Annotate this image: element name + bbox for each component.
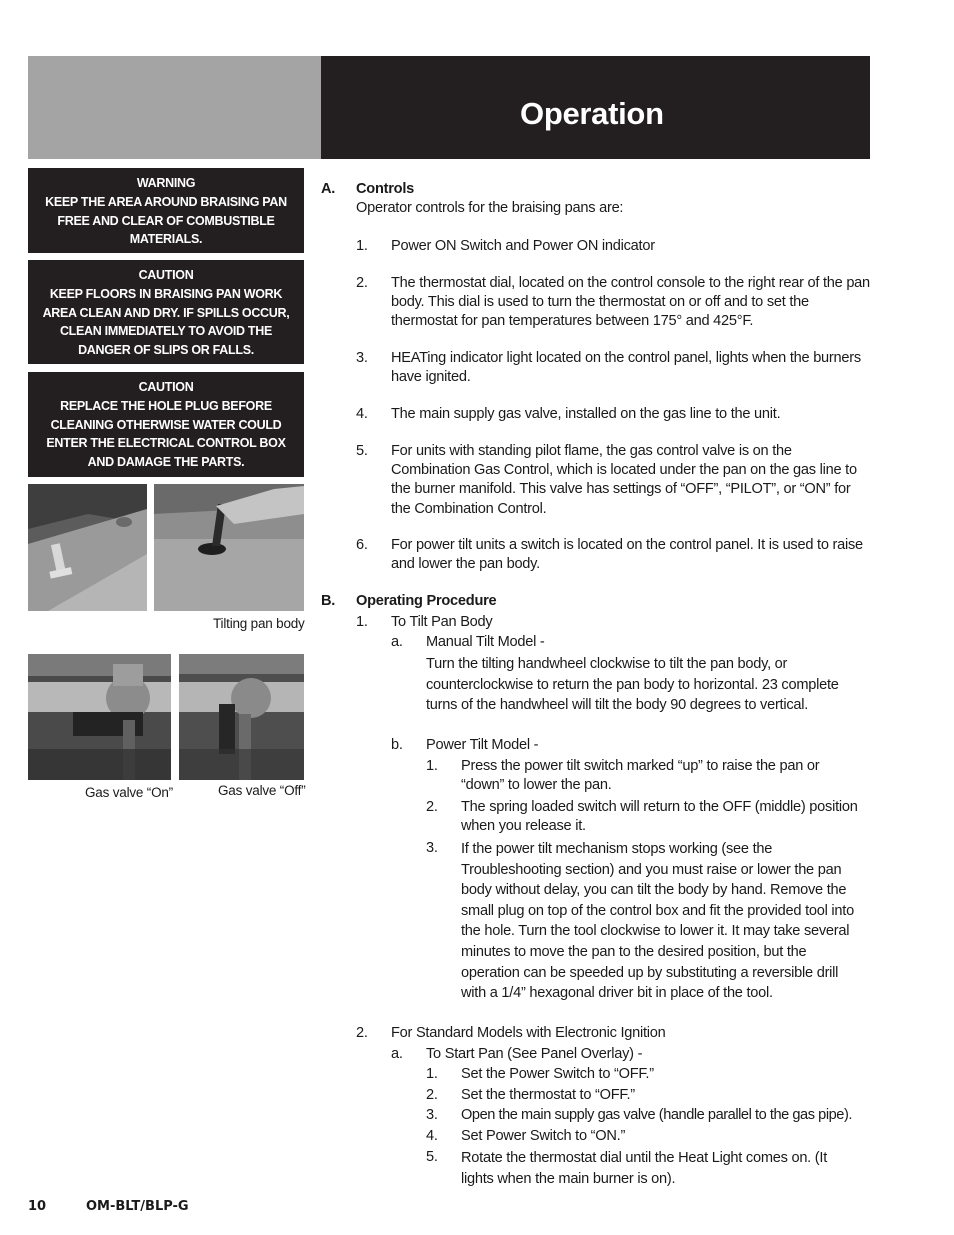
step-number: 3. [426,840,438,856]
power-tilt-step: Press the power tilt switch marked “up” to raise the pan or “down” to lower the pan. [461,758,820,794]
section-a-intro: Operator controls for the braising pans are: [356,200,624,216]
sub-letter: b. [391,737,403,753]
section-a-title: Controls [356,181,414,197]
start-pan-step: Open the main supply gas valve (handle parallel to the gas pipe). [461,1107,852,1123]
notice-body: KEEP FLOORS IN BRAISING PAN WORK AREA CLEAN AND DRY. IF SPILLS OCCUR, CLEAN IMMEDIATELY TO AVOID THE DANGER OF SLIPS OR FALLS. [42,286,290,358]
sub-title: Manual Tilt Model - [426,634,545,650]
list-number: 1. [356,614,368,630]
step-number: 1. [426,758,438,774]
caption-tilting: Tilting pan body [213,616,305,631]
list-number: 5. [356,443,368,459]
controls-item: Power ON Switch and Power ON indicator [391,238,655,254]
list-number: 4. [356,406,368,422]
power-tilt-step: If the power tilt mechanism stops working (see the Troubleshooting section) and you must raise or lower the pan body without delay, you can tilt the body by hand. Remove the small plug on top of the control box and fit the provided tool into the hole. Turn the tool clockwise to lower it. It may take several minutes to move the pan to the desired position, but the operation can be speeded up by substituting a reversible drill with a 1/4” hexagonal driver bit in place of the tool. [461,841,854,1002]
start-pan-step: Rotate the thermostat dial until the Heat Light comes on. (It lights when the main burner is on). [461,1150,828,1187]
warning-box [28,168,304,253]
manual-tilt-text: Turn the tilting handwheel clockwise to tilt the pan body, or counterclockwise to return the pan body to horizontal. 23 complete turns of the handwheel will tilt the body 90 degrees to vertical. [426,656,839,714]
list-number: 2. [356,1025,368,1041]
caption-gas-valve-on: Gas valve “On” [85,785,173,800]
list-number: 6. [356,537,368,553]
list-number: 2. [356,275,368,291]
caution-box-hole-plug [28,372,304,477]
controls-item: The thermostat dial, located on the control console to the right rear of the pan body. This dial is used to turn the thermostat on or off and to set the thermostat for pan temperatures between 175° and 425°F. [391,275,870,330]
notice-body: KEEP THE AREA AROUND BRAISING PAN FREE AND CLEAR OF COMBUSTIBLE MATERIALS. [45,194,287,247]
caution-box-floors [28,260,304,364]
notice-heading: CAUTION [138,380,194,394]
gas-valve-on-photo [28,654,171,780]
start-pan-step: Set the Power Switch to “OFF.” [461,1066,654,1082]
step-number: 1. [426,1066,438,1082]
step-number: 4. [426,1128,438,1144]
header-bar [321,56,870,159]
section-b-title: Operating Procedure [356,593,497,609]
step-number: 3. [426,1107,438,1123]
section-b-label: B. [321,593,336,609]
caption-gas-valve-off: Gas valve “Off” [218,783,306,798]
controls-item: For power tilt units a switch is located on the control panel. It is used to raise and lower the pan body. [391,537,863,573]
procedure-item: To Tilt Pan Body [391,614,493,630]
power-tilt-step: The spring loaded switch will return to the OFF (middle) position when you release it. [461,799,858,835]
list-number: 1. [356,238,368,254]
list-number: 3. [356,350,368,366]
start-pan-step: Set the thermostat to “OFF.” [461,1087,635,1103]
notice-body: REPLACE THE HOLE PLUG BEFORE CLEANING OTHERWISE WATER COULD ENTER THE ELECTRICAL CONTROL BOX AND DAMAGE THE PARTS. [46,398,286,470]
header-grey-block [28,56,321,159]
gas-valve-off-photo [179,654,304,780]
controls-item: HEATing indicator light located on the control panel, lights when the burners have ignited. [391,350,861,386]
step-number: 2. [426,799,438,815]
page-title: Operation [520,96,664,131]
tilting-photo-left [28,484,147,611]
sub-title: Power Tilt Model - [426,737,539,753]
notice-heading: WARNING [136,176,196,190]
notice-heading: CAUTION [138,268,194,282]
procedure-item: For Standard Models with Electronic Ignition [391,1025,666,1041]
sub-letter: a. [391,1046,403,1062]
document-code: OM-BLT/BLP-G [86,1199,189,1214]
controls-item: For units with standing pilot flame, the gas control valve is on the Combination Gas Control, which is located under the pan on the gas line to the burner manifold. This valve has settings of “OFF”, “PILOT”, or “ON” for the Combination Control. [391,443,857,517]
section-a-label: A. [321,181,336,197]
sub-letter: a. [391,634,403,650]
controls-item: The main supply gas valve, installed on the gas line to the unit. [391,406,781,422]
step-number: 2. [426,1087,438,1103]
start-pan-step: Set Power Switch to “ON.” [461,1128,626,1144]
sub-title: To Start Pan (See Panel Overlay) - [426,1046,643,1062]
page-number: 10 [28,1199,47,1214]
step-number: 5. [426,1149,438,1165]
tilting-photo-right [154,484,304,611]
